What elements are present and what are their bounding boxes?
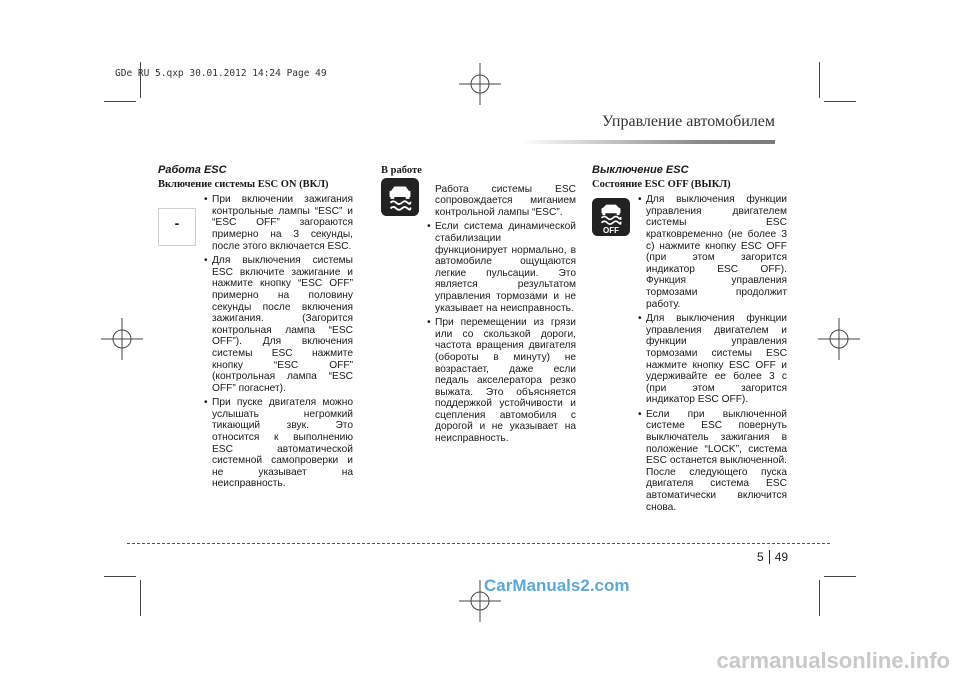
esc-indicator-icon (381, 178, 419, 216)
list-item: • При пуске двигателя можно услышать негромкий тикающий звук. Это относится к выполнению ESC автоматической системной самопроверки и не указывает на неисправность. (204, 397, 353, 490)
print-slug: GDe RU 5.qxp 30.01.2012 14:24 Page 49 (115, 68, 327, 79)
bullet-list (204, 194, 353, 493)
page-number-value: 49 (774, 550, 789, 564)
column-esc-operation (158, 165, 353, 493)
header-rule (520, 140, 775, 144)
section-subtitle: В работе (381, 165, 422, 176)
bullet-block (158, 194, 353, 493)
crop-mark (819, 580, 820, 616)
watermark-text: carmanualsonline.info (716, 648, 950, 673)
watermark-link[interactable]: CarManuals2.com (484, 576, 630, 595)
column-esc-off (592, 165, 787, 516)
crop-mark (104, 576, 136, 577)
crop-mark (104, 101, 136, 102)
intro-paragraph: Работа системы ESC сопровождается миганием контрольной лампы “ESC”. (435, 183, 576, 218)
footer-dashed-rule (127, 543, 830, 544)
list-item: • При включении зажигания контрольные лампы “ESC” и “ESC OFF” загораются примерно на 3 секунды, после этого включается ESC. (204, 194, 353, 252)
list-item: • Для выключения системы ESC включите зажигание и нажмите кнопку “ESC OFF” примерно на половину секунды после включения зажигания. (Загорится контрольная лампа “ESC OFF”). Для включения системы ESC нажмите кнопку “ESC OFF” (контрольная лампа “ESC OFF” погаснет). (204, 255, 353, 394)
chapter-number: 5 (757, 550, 764, 564)
list-item: • Для выключения функции управления двигателем системы ESC кратковременно (не более 3 с) нажмите кнопку ESC OFF (при этом загорится индикатор ESC OFF). Функция управления тормозами продолжит работу. (638, 194, 787, 310)
column-in-operation (381, 165, 576, 448)
registration-mark-left (101, 318, 143, 360)
indicator-dash-label: - (174, 215, 180, 232)
bullet-block (592, 194, 787, 516)
registration-mark-right (818, 318, 860, 360)
section-subtitle: Включение системы ESC ON (ВКЛ) (158, 178, 329, 190)
bullet-list (427, 221, 576, 444)
page-number-divider (769, 550, 770, 564)
registration-mark-top (459, 63, 501, 105)
list-item: • Если при выключенной системе ESC повернуть выключатель зажигания в положение “LOCK”, система ESC останется выключенной. После следующего пуска двигателя система ESC автоматически включится снова. (638, 409, 787, 513)
crop-mark (819, 62, 820, 98)
crop-mark (824, 576, 856, 577)
list-item: • Если система динамической стабилизации функционирует нормально, в автомобиле ощущаются легкие пульсации. Это является результатом управления тормозами и не указывает на неисправность. (427, 221, 576, 314)
icon-off-label: OFF (603, 226, 619, 236)
indicator-placeholder-icon (158, 208, 196, 246)
page-number (757, 550, 788, 564)
list-item: • Для выключения функции управления двигателем и функции управления тормозами системы ESC нажмите кнопку ESC OFF и удерживайте ее более 3 с (при этом загорится индикатор ESC OFF). (638, 313, 787, 406)
list-item: • При перемещении из грязи или со скользкой дороги, частота вращения двигателя (обороты в минуту) не возрастает, даже если педаль акселератора резко выжата. Это объясняется поддержкой устойчивости и сцепления автомобиля с дорогой и не указывает на неисправность. (427, 317, 576, 445)
bullet-list (638, 194, 787, 516)
section-title: Работа ESC (158, 164, 227, 176)
crop-mark (140, 580, 141, 616)
section-subtitle: Состояние ESC OFF (ВЫКЛ) (592, 178, 731, 190)
esc-off-indicator-icon (592, 198, 630, 236)
crop-mark (824, 101, 856, 102)
bullet-block (381, 184, 576, 448)
section-title: Выключение ESC (592, 164, 689, 176)
page-header-title: Управление автомобилем (601, 113, 775, 130)
